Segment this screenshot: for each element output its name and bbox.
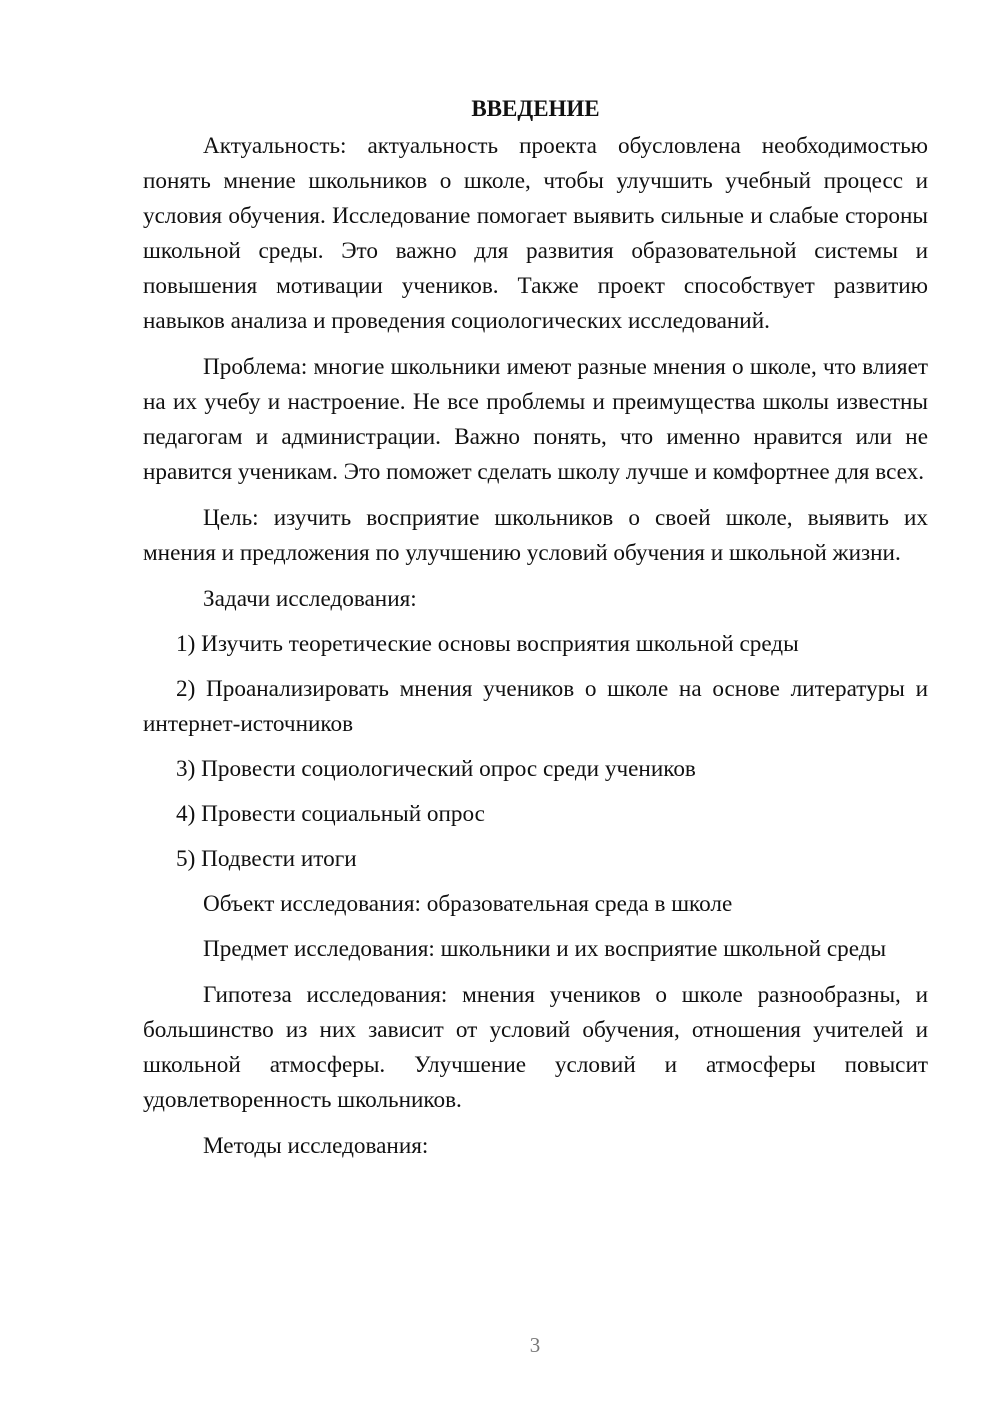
page-number: 3: [529, 1333, 541, 1357]
goal-paragraph: Цель: изучить восприятие школьников о своей школе, выявить их мнения и предложения по улучшению условий обучения и школьной жизни.: [143, 505, 928, 566]
relevance-paragraph: Актуальность: актуальность проекта обусловлена необходимостью понять мнение школьников о школе, чтобы улучшить учебный процесс и условия обучения. Исследование помогает выявить сильные и слабые стороны школьной среды. Это важно для развития образовательной системы и повышения мотивации учеников. Также проект способствует развитию навыков анализа и проведения социологических исследований.: [143, 133, 928, 334]
section-title: ВВЕДЕНИЕ: [471, 96, 600, 121]
object-paragraph: Объект исследования: образовательная среда в школе: [203, 891, 733, 917]
task-item: 1) Изучить теоретические основы восприятия школьной среды: [176, 631, 799, 657]
task-item: 4) Провести социальный опрос: [176, 801, 485, 827]
task-item: 2) Проанализировать мнения учеников о школе на основе литературы и интернет-источников: [143, 676, 928, 737]
tasks-heading: Задачи исследования:: [203, 586, 417, 612]
page-content: [143, 91, 928, 1175]
methods-heading: Методы исследования:: [203, 1133, 429, 1159]
task-item: 5) Подвести итоги: [176, 846, 357, 872]
subject-paragraph: Предмет исследования: школьники и их восприятие школьной среды: [203, 936, 887, 962]
hypothesis-paragraph: Гипотеза исследования: мнения учеников о школе разнообразны, и большинство из них зависит от условий обучения, отношения учителей и школьной атмосферы. Улучшение условий и атмосферы повысит удовлетворенность школьников.: [143, 982, 928, 1113]
task-item: 3) Провести социологический опрос среди учеников: [176, 756, 696, 782]
problem-paragraph: Проблема: многие школьники имеют разные мнения о школе, что влияет на их учебу и настроение. Не все проблемы и преимущества школы известны педагогам и администрации. Важно понять, что именно нравится или не нравится ученикам. Это поможет сделать школу лучше и комфортнее для всех.: [143, 354, 928, 485]
